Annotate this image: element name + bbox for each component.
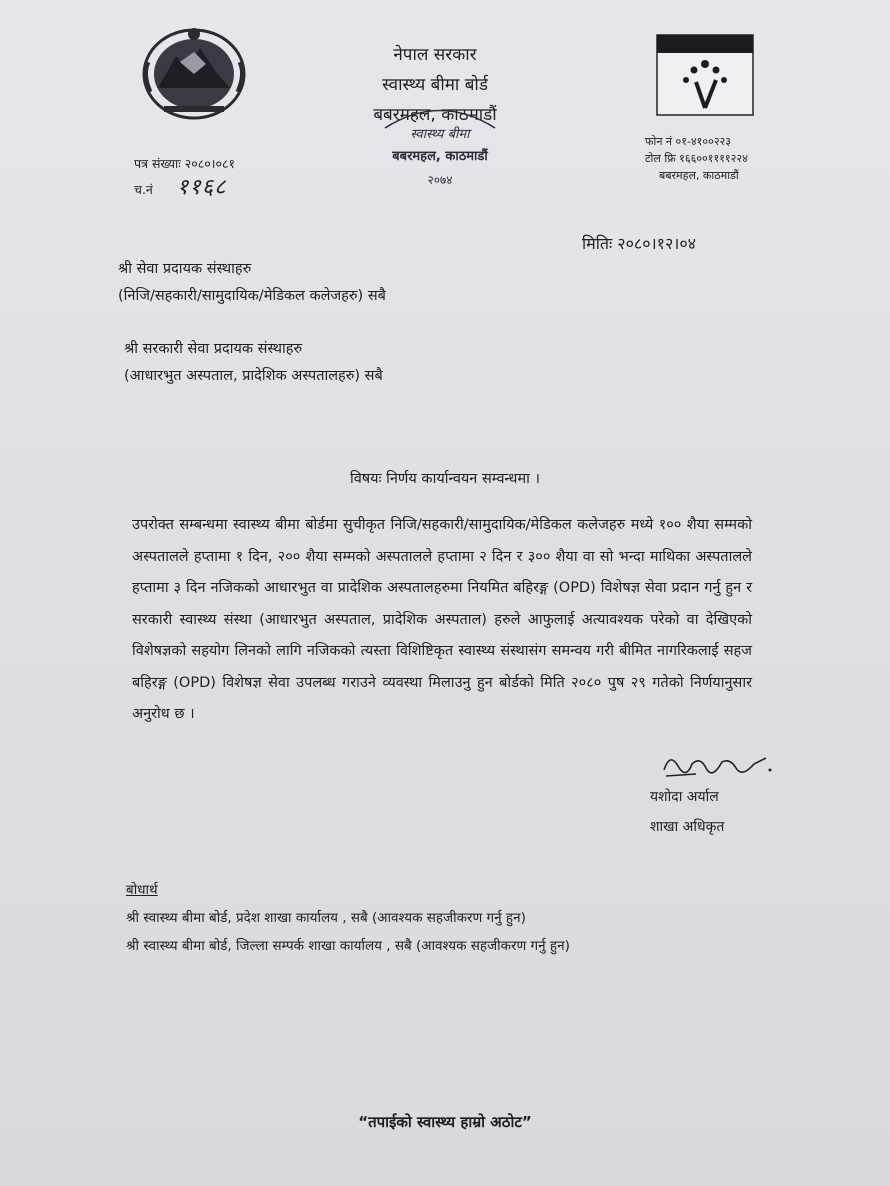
cc-title: बोधार्थ xyxy=(126,882,158,898)
recipient-1 xyxy=(118,256,386,310)
stamp-text-top: स्वास्थ्य बीमा xyxy=(410,127,470,142)
letter-number: पत्र संख्याः २०८०।०८१ xyxy=(134,156,235,171)
stamp-text-bottom: २०७४ xyxy=(427,173,453,187)
handwritten-signature-icon xyxy=(656,746,776,782)
recipient-2-line-2: (आधारभुत अस्पताल, प्रादेशिक अस्पतालहरु) सबै xyxy=(124,368,383,384)
office-round-stamp-icon xyxy=(375,98,505,194)
recipient-1-line-2: (निजि/सहकारी/सामुदायिक/मेडिकल कलेजहरु) सबै xyxy=(118,288,386,304)
dispatch-label: च.नं xyxy=(134,182,153,197)
recipient-1-line-1: श्री सेवा प्रदायक संस्थाहरु xyxy=(118,261,252,277)
letter-body: उपरोक्त सम्बन्धमा स्वास्थ्य बीमा बोर्डमा सुचीकृत निजि/सहकारी/सामुदायिक/मेडिकल कलेजहरु मध्ये १०० शैया सम्मको अस्पतालले हप्तामा १ दिन, २०० शैया सम्मको अस्पतालले हप्तामा २ दिन र ३०० शैया वा सो भन्दा माथिका अस्पतालले हप्तामा ३ दिन नजिकको आधारभुत वा प्रादेशिक अस्पतालहरुमा नियमित बहिरङ्ग (OPD) विशेषज्ञ सेवा प्रदान गर्नु हुन र सरकारी स्वास्थ्य संस्था (आधारभुत अस्पताल, प्रादेशिक अस्पताल) हरुले आफुलाई अत्यावश्यक परेको वा देखिएको विशेषज्ञको सहयोग लिनको लागि नजिकको त्यस्ता विशिष्टिकृत स्वास्थ्य संस्थासंग समन्वय गरी बीमित नागरिकलाई सहज बहिरङ्ग (OPD) विशेषज्ञ सेवा उपलब्ध गराउने व्यवस्था मिलाउनु हुन बोर्डको मिति २०८० पुष २९ गतेको निर्णयानुसार अनुरोध छ । xyxy=(132,517,752,722)
contact-address: बबरमहल, काठमाडौं xyxy=(659,169,739,182)
cc-item-2: श्री स्वास्थ्य बीमा बोर्ड, जिल्ला सम्पर्क शाखा कार्यालय , सबै (आवश्यक सहजीकरण गर्नु हुन) xyxy=(126,938,570,954)
footer-slogan: “तपाईको स्वास्थ्य हाम्रो अठोट” xyxy=(358,1113,532,1131)
contact-phone: फोन नं ०१-४१००२२३ xyxy=(645,135,731,148)
recipient-2-line-1: श्री सरकारी सेवा प्रदायक संस्थाहरु xyxy=(124,341,303,357)
reference-block xyxy=(134,152,235,202)
signature-block xyxy=(650,746,780,842)
org-line-3: बबरमहल, काठमाडौं xyxy=(373,105,497,125)
contact-toll-free: टोल फ्रि १६६००११११२२४ xyxy=(645,152,748,165)
nepal-government-emblem-icon xyxy=(136,22,252,122)
org-line-1: नेपाल सरकार xyxy=(393,45,477,65)
recipient-2 xyxy=(124,336,383,390)
cc-item-1: श्री स्वास्थ्य बीमा बोर्ड, प्रदेश शाखा कार्यालय , सबै (आवश्यक सहजीकरण गर्नु हुन) xyxy=(126,910,526,926)
letter-date: मितिः २०८०।१२।०४ xyxy=(582,234,696,253)
contact-info xyxy=(645,133,748,184)
stamp-text-mid: बबरमहल, काठमाडौं xyxy=(392,149,488,164)
signatory-name: यशोदा अर्याल xyxy=(650,789,719,805)
cc-block xyxy=(126,876,570,960)
letter-subject: विषयः निर्णय कार्यान्वयन सम्वन्धमा । xyxy=(349,471,540,487)
dispatch-number: ११६८ xyxy=(176,175,227,200)
health-insurance-board-logo-icon xyxy=(656,34,754,116)
signatory-title: शाखा अधिकृत xyxy=(650,819,725,835)
org-line-2: स्वास्थ्य बीमा बोर्ड xyxy=(382,75,488,95)
